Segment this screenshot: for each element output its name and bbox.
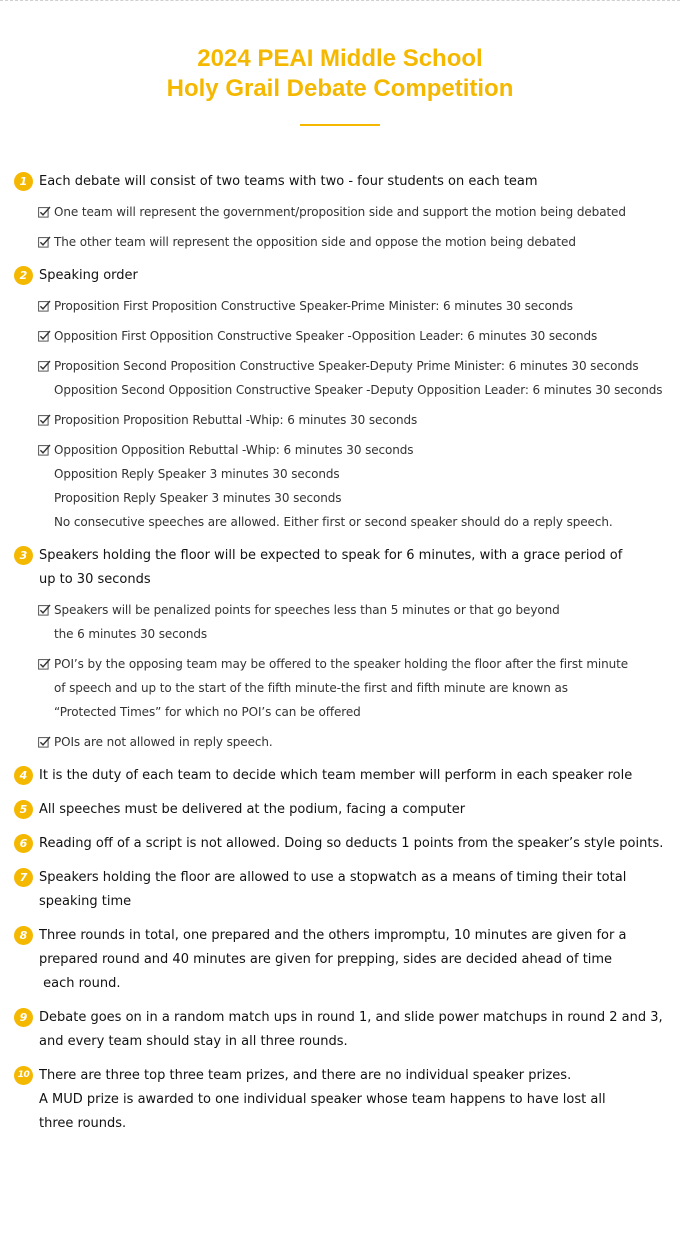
checkbox-checked-icon	[38, 438, 54, 462]
rule-heading-line: up to 30 seconds	[39, 572, 151, 587]
number-badge: 3	[14, 546, 33, 565]
rule-section	[14, 764, 674, 788]
list-item-line	[38, 622, 674, 646]
list-item-line	[38, 200, 674, 224]
number-badge: 7	[14, 868, 33, 887]
rule-heading-text	[39, 866, 674, 914]
rule-heading-line: Speaking order	[39, 268, 138, 283]
list-item-line	[38, 700, 674, 724]
list-item-text: POI’s by the opposing team may be offered to the speaker holding the floor after the first minute	[54, 657, 629, 671]
list-item-text: Proposition Proposition Rebuttal -Whip: 6 minutes 30 seconds	[54, 413, 418, 427]
list-item-line	[38, 510, 674, 534]
list-item-text: Opposition Reply Speaker 3 minutes 30 seconds	[54, 467, 340, 481]
number-badge: 4	[14, 766, 33, 785]
rule-heading-line: prepared round and 40 minutes are given for prepping, sides are decided ahead of time	[39, 952, 613, 967]
list-item	[38, 324, 674, 348]
list-item-text: of speech and up to the start of the fifth minute-the first and fifth minute are known as	[54, 681, 568, 695]
checkbox-checked-icon	[38, 294, 54, 318]
checkbox-checked-icon	[38, 598, 54, 622]
list-item	[38, 294, 674, 318]
number-badge: 10	[14, 1066, 33, 1085]
rule-subitems	[38, 294, 674, 534]
rule-heading-line: Speakers holding the floor will be expected to speak for 6 minutes, with a grace period of	[39, 548, 623, 563]
rule-section	[14, 264, 674, 534]
rule-heading	[14, 264, 674, 288]
rule-heading-line: A MUD prize is awarded to one individual speaker whose team happens to have lost all	[39, 1092, 606, 1107]
checkbox-checked-icon	[38, 230, 54, 254]
rule-section	[14, 544, 674, 754]
checkbox-checked-icon	[38, 354, 54, 378]
number-badge: 6	[14, 834, 33, 853]
title-line-1: 2024 PEAI Middle School	[197, 45, 483, 72]
rule-heading-line: Each debate will consist of two teams with two - four students on each team	[39, 174, 538, 189]
rule-heading-line: each round.	[39, 976, 121, 991]
list-item	[38, 438, 674, 534]
rule-heading-text	[39, 798, 674, 822]
rule-section	[14, 798, 674, 822]
list-item-line	[38, 294, 674, 318]
list-item-text: Opposition Second Opposition Constructive Speaker -Deputy Opposition Leader: 6 minutes 30 seconds	[54, 383, 663, 397]
list-item-text: Speakers will be penalized points for speeches less than 5 minutes or that go beyond	[54, 603, 560, 617]
rule-heading	[14, 1064, 674, 1136]
list-item-text: the 6 minutes 30 seconds	[54, 627, 208, 641]
rule-heading-line: All speeches must be delivered at the podium, facing a computer	[39, 802, 466, 817]
list-item-text: Proposition Second Proposition Constructive Speaker-Deputy Prime Minister: 6 minutes 30 seconds	[54, 359, 639, 373]
rule-heading-text	[39, 832, 674, 856]
rule-subitems	[38, 598, 674, 754]
rule-heading-line: speaking time	[39, 894, 132, 909]
rule-heading-line: Reading off of a script is not allowed. Doing so deducts 1 points from the speaker’s style points.	[39, 836, 664, 851]
checkbox-checked-icon	[38, 652, 54, 676]
list-item	[38, 200, 674, 224]
list-item-line	[38, 230, 674, 254]
list-item	[38, 730, 674, 754]
number-badge: 8	[14, 926, 33, 945]
list-item-text: “Protected Times” for which no POI’s can be offered	[54, 705, 361, 719]
list-item-text: No consecutive speeches are allowed. Either first or second speaker should do a reply speech.	[54, 515, 613, 529]
rule-section	[14, 1006, 674, 1054]
rule-heading-line: Speakers holding the floor are allowed to use a stopwatch as a means of timing their total	[39, 870, 627, 885]
rule-heading-text	[39, 764, 674, 788]
rule-heading-text	[39, 544, 674, 592]
list-item-line	[38, 354, 674, 378]
list-item	[38, 408, 674, 432]
rule-section	[14, 924, 674, 996]
list-item-line	[38, 408, 674, 432]
rule-heading-line: and every team should stay in all three rounds.	[39, 1034, 348, 1049]
top-dashed-border	[0, 0, 680, 1]
rule-subitems	[38, 200, 674, 254]
list-item-line	[38, 598, 674, 622]
list-item-line	[38, 324, 674, 348]
rule-heading-text	[39, 264, 674, 288]
list-item	[38, 598, 674, 646]
rule-heading-line: three rounds.	[39, 1116, 127, 1131]
list-item	[38, 354, 674, 402]
number-badge: 2	[14, 266, 33, 285]
list-item-line	[38, 652, 674, 676]
rule-section	[14, 832, 674, 856]
list-item-text: One team will represent the government/proposition side and support the motion being debated	[54, 205, 626, 219]
list-item-text: POIs are not allowed in reply speech.	[54, 735, 273, 749]
rule-section	[14, 1064, 674, 1136]
list-item-line	[38, 676, 674, 700]
list-item-text: Proposition First Proposition Constructive Speaker-Prime Minister: 6 minutes 30 seconds	[54, 299, 573, 313]
rule-section	[14, 170, 674, 254]
rule-heading	[14, 832, 674, 856]
rule-heading-line: Three rounds in total, one prepared and the others impromptu, 10 minutes are given for a	[39, 928, 627, 943]
list-item-line	[38, 438, 674, 462]
rule-heading	[14, 924, 674, 996]
rule-heading-text	[39, 1064, 674, 1136]
checkbox-checked-icon	[38, 408, 54, 432]
rule-heading	[14, 866, 674, 914]
title-line-2: Holy Grail Debate Competition	[166, 75, 514, 102]
number-badge: 9	[14, 1008, 33, 1027]
rule-heading-line: Debate goes on in a random match ups in round 1, and slide power matchups in round 2 and 3,	[39, 1010, 663, 1025]
number-badge: 1	[14, 172, 33, 191]
page-title	[0, 44, 680, 104]
rule-heading	[14, 798, 674, 822]
number-badge: 5	[14, 800, 33, 819]
list-item-text: Opposition First Opposition Constructive Speaker -Opposition Leader: 6 minutes 30 seconds	[54, 329, 598, 343]
list-item	[38, 652, 674, 724]
rule-heading	[14, 170, 674, 194]
checkbox-checked-icon	[38, 324, 54, 348]
rules-list	[14, 170, 674, 1146]
list-item-text: Opposition Opposition Rebuttal -Whip: 6 minutes 30 seconds	[54, 443, 414, 457]
list-item-line	[38, 730, 674, 754]
rule-heading-line: It is the duty of each team to decide which team member will perform in each speaker role	[39, 768, 633, 783]
rule-heading	[14, 764, 674, 788]
checkbox-checked-icon	[38, 200, 54, 224]
rule-heading-text	[39, 1006, 674, 1054]
list-item-text: Proposition Reply Speaker 3 minutes 30 seconds	[54, 491, 342, 505]
rule-heading	[14, 1006, 674, 1054]
list-item-line	[38, 378, 674, 402]
rule-heading	[14, 544, 674, 592]
list-item-line	[38, 486, 674, 510]
list-item	[38, 230, 674, 254]
rule-heading-text	[39, 924, 674, 996]
title-divider	[300, 124, 380, 126]
rule-heading-text	[39, 170, 674, 194]
rule-heading-line: There are three top three team prizes, and there are no individual speaker prizes.	[39, 1068, 572, 1083]
list-item-text: The other team will represent the opposition side and oppose the motion being debated	[54, 235, 576, 249]
list-item-line	[38, 462, 674, 486]
rule-section	[14, 866, 674, 914]
checkbox-checked-icon	[38, 730, 54, 754]
